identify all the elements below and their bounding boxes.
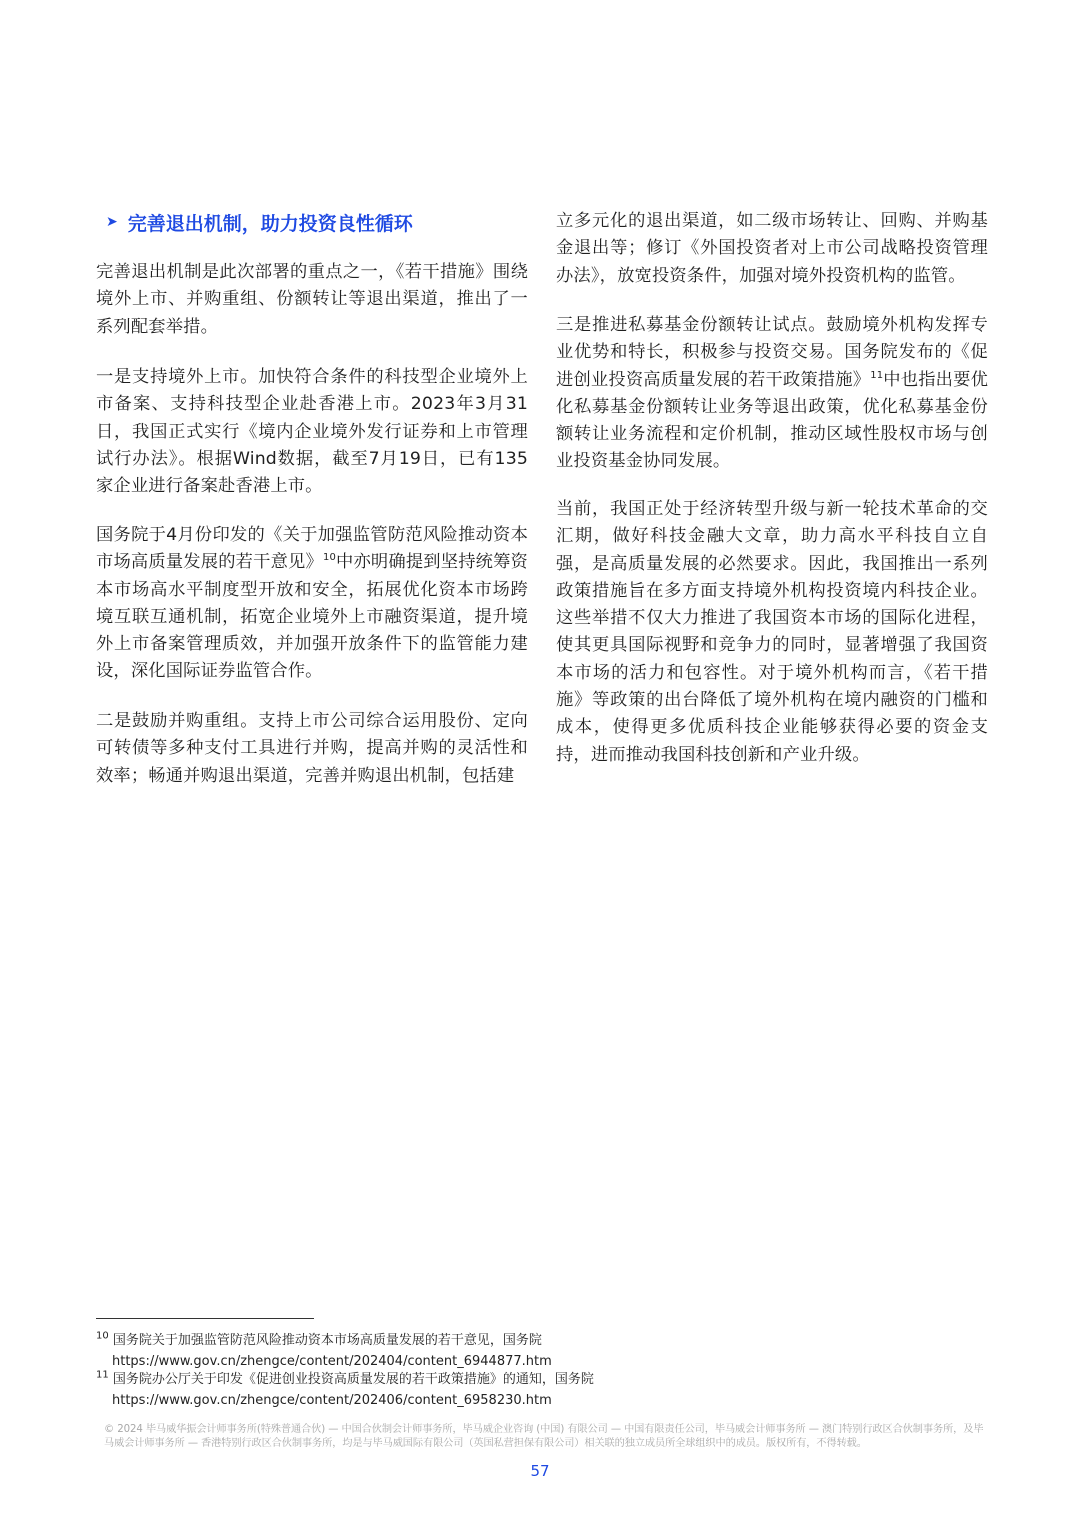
paragraph-mergers: 二是鼓励并购重组。支持上市公司综合运用股份、定向可转债等多种支付工具进行并购，提高并购的灵活性和效率；畅通并购退出渠道，完善并购退出机制，包括建 bbox=[96, 711, 528, 786]
footnote-11 bbox=[96, 1369, 696, 1411]
page-number: 57 bbox=[530, 1462, 550, 1480]
paragraph-text: 中亦明确提到坚持统筹资本市场高水平制度型开放和安全，拓展优化资本市场跨境互联互通机制，拓宽企业境外上市融资渠道，提升境外上市备案管理质效，并加强开放条件下的监管能力建设，深化国际证券监管合作。 bbox=[96, 552, 528, 682]
footnote-ref-11[interactable]: 11 bbox=[870, 369, 884, 381]
footnote-divider bbox=[96, 1318, 314, 1319]
footnote-ref-10[interactable]: 10 bbox=[322, 552, 336, 564]
paragraph-state-council-opinion bbox=[96, 522, 528, 686]
paragraph-intro: 完善退出机制是此次部署的重点之一，《若干措施》围绕境外上市、并购重组、份额转让等退出渠道，推出了一系列配套举措。 bbox=[96, 262, 528, 337]
paragraph-exit-channels: 立多元化的退出渠道，如二级市场转让、回购、并购基金退出等；修订《外国投资者对上市公司战略投资管理办法》，放宽投资条件，加强对境外投资机构的监管。 bbox=[556, 211, 988, 286]
arrow-bullet-icon: ➤ bbox=[106, 214, 118, 230]
paragraph-text: 中也指出要优化私募基金份额转让业务等退出政策，优化私募基金份额转让业务流程和定价机制，推动区域性股权市场与创业投资基金协同发展。 bbox=[556, 369, 989, 472]
paragraph-pe-fund-transfer bbox=[556, 312, 988, 476]
paragraph-text: 三是推进私募基金份额转让试点。鼓励境外机构发挥专业优势和特长，积极参与投资交易。国务院发布的《促进创业投资高质量发展的若干政策措施》 bbox=[556, 315, 988, 390]
footnote-link[interactable]: https://www.gov.cn/zhengce/content/202404/content_6944877.htm bbox=[112, 1354, 552, 1369]
copyright-notice: © 2024 毕马威华振会计师事务所(特殊普通合伙) — 中国合伙制会计师事务所，毕马威企业咨询 (中国) 有限公司 — 中国有限责任公司，毕马威会计师事务所 — 澳门特别行政区合伙制事务所，及毕马威会计师事务所 — 香港特别行政区合伙制事务所，均是与毕马威国际有限公司（英国私营担保有限公司）相关联的独立成员所全球组织中的成员。版权所有，不得转载。 bbox=[104, 1424, 984, 1449]
footnote-text: 国务院办公厅关于印发《促进创业投资高质量发展的若干政策措施》的通知，国务院 bbox=[112, 1372, 594, 1387]
paragraph-overseas-listing: 一是支持境外上市。加快符合条件的科技型企业境外上市备案、支持科技型企业赴香港上市。2023年3月31日，我国正式实行《境内企业境外发行证券和上市管理试行办法》。根据Wind数据，截至7月19日，已有135家企业进行备案赴香港上市。 bbox=[96, 367, 528, 497]
footnote-link[interactable]: https://www.gov.cn/zhengce/content/202406/content_6958230.htm bbox=[112, 1393, 552, 1408]
paragraph-conclusion: 当前，我国正处于经济转型升级与新一轮技术革命的交汇期，做好科技金融大文章，助力高水平科技自立自强，是高质量发展的必然要求。因此，我国推出一系列政策措施旨在多方面支持境外机构投资境内科技企业。这些举措不仅大力推进了我国资本市场的国际化进程，使其更具国际视野和竞争力的同时，显著增强了我国资本市场的活力和包容性。对于境外机构而言，《若干措施》等政策的出台降低了境外机构在境内融资的门槛和成本，使得更多优质科技企业能够获得必要的资金支持，进而推动我国科技创新和产业升级。 bbox=[556, 499, 988, 765]
section-heading bbox=[96, 204, 536, 240]
footnote-number: 11 bbox=[96, 1369, 109, 1381]
footnote-number: 10 bbox=[96, 1330, 109, 1342]
footnote-10 bbox=[96, 1330, 696, 1372]
footnote-text: 国务院关于加强监管防范风险推动资本市场高质量发展的若干意见，国务院 bbox=[112, 1333, 542, 1348]
paragraph-text: 国务院于4月份印发的《关于加强监管防范风险推动资本市场高质量发展的若干意见》 bbox=[96, 525, 528, 573]
section-heading-text: 完善退出机制，助力投资良性循环 bbox=[127, 212, 413, 235]
